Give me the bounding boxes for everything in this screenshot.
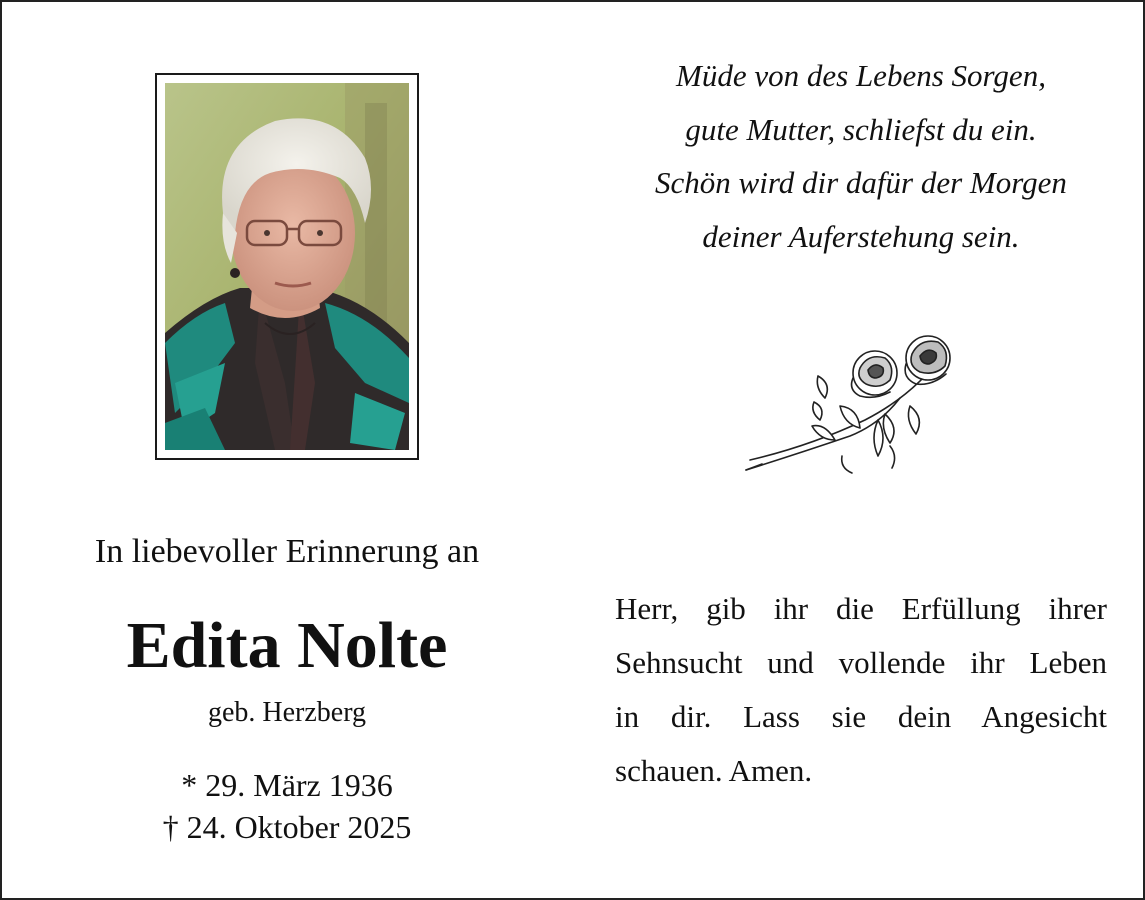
death-date: † 24. Oktober 2025 xyxy=(162,809,412,845)
poem-line: deiner Auferstehung sein. xyxy=(702,218,1020,254)
prayer-line: Herr, gib ihr die Erfüllung ihrer xyxy=(615,591,1107,626)
prayer-text xyxy=(615,582,1107,798)
prayer-line: schauen. Amen. xyxy=(615,753,813,788)
birth-date: * 29. März 1936 xyxy=(181,767,393,803)
deceased-name: Edita Nolte xyxy=(126,609,448,682)
prayer-line: Sehnsucht und vollende ihr Leben xyxy=(615,645,1107,680)
poem-line: Schön wird dir dafür der Morgen xyxy=(655,165,1067,200)
maiden-name: geb. Herzberg xyxy=(207,697,367,728)
poem-line: gute Mutter, schliefst du ein. xyxy=(685,111,1037,147)
rose-drawing-icon xyxy=(740,328,964,480)
portrait-photo xyxy=(165,83,409,450)
poem-verse xyxy=(602,49,1120,263)
prayer-line: in dir. Lass sie dein Angesicht xyxy=(615,699,1107,734)
life-dates xyxy=(42,764,532,848)
portrait-frame xyxy=(155,73,419,460)
poem-line: Müde von des Lebens Sorgen, xyxy=(676,58,1046,93)
memorial-intro: In liebevoller Erinnerung an xyxy=(94,533,480,570)
